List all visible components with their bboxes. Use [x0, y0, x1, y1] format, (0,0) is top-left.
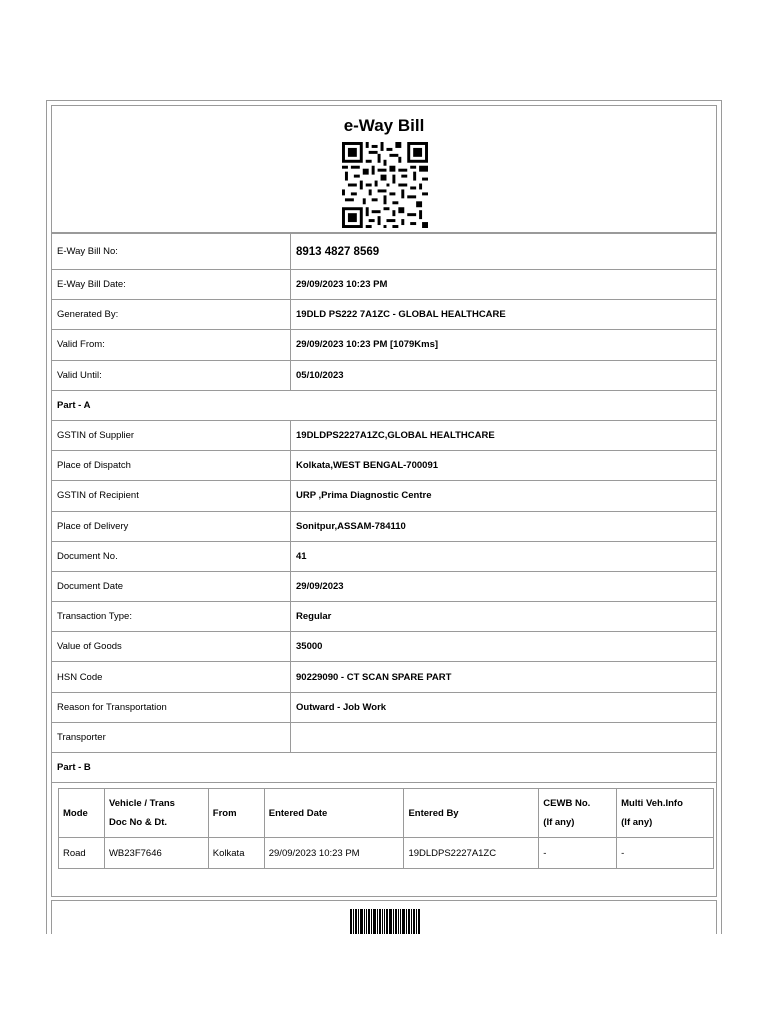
column-header: Entered Date — [264, 789, 404, 838]
table-cell: Road — [59, 838, 105, 869]
part-a-row — [51, 421, 717, 451]
page-title: e-Way Bill — [343, 116, 425, 135]
part-b-heading: Part - B — [51, 753, 717, 783]
table-row — [59, 838, 714, 869]
column-header: Mode — [59, 789, 105, 838]
part-a-row — [51, 542, 717, 572]
part-a-row — [51, 632, 717, 662]
detail-label: Transporter — [52, 723, 291, 752]
detail-label: Value of Goods — [52, 632, 291, 661]
detail-value: URP ,Prima Diagnostic Centre — [296, 490, 432, 502]
detail-label: Document Date — [52, 572, 291, 601]
detail-row — [51, 330, 717, 360]
detail-label: Generated By: — [52, 300, 291, 329]
detail-label: Document No. — [52, 542, 291, 571]
barcode-icon — [350, 909, 420, 934]
detail-value: 35000 — [296, 641, 323, 653]
detail-label: Place of Delivery — [52, 512, 291, 541]
part-a-row — [51, 512, 717, 542]
detail-row — [51, 300, 717, 330]
detail-label: GSTIN of Recipient — [52, 481, 291, 510]
detail-row — [51, 361, 717, 391]
column-header: From — [208, 789, 264, 838]
detail-label: Valid Until: — [52, 361, 291, 390]
part-a-row — [51, 481, 717, 511]
detail-value: Sonitpur,ASSAM-784110 — [296, 520, 406, 532]
table-cell: - — [539, 838, 617, 869]
column-header: Multi Veh.Info (If any) — [617, 789, 714, 838]
eway-bill-document — [46, 100, 722, 934]
detail-value: 19DLDPS2227A1ZC,GLOBAL HEALTHCARE — [296, 430, 495, 442]
table-cell: Kolkata — [208, 838, 264, 869]
detail-label: E-Way Bill No: — [52, 234, 291, 269]
column-header: Entered By — [404, 789, 539, 838]
detail-value: 90229090 - CT SCAN SPARE PART — [296, 671, 452, 683]
detail-value: 29/09/2023 — [296, 580, 344, 592]
detail-value: Regular — [296, 611, 332, 623]
part-a-row — [51, 572, 717, 602]
table-cell: 29/09/2023 10:23 PM — [264, 838, 404, 869]
detail-value: 29/09/2023 10:23 PM — [296, 279, 388, 291]
detail-row — [51, 270, 717, 300]
table-header-row — [59, 789, 714, 838]
eway-bill-number: 8913 4827 8569 — [296, 245, 380, 258]
detail-value: 41 — [296, 550, 307, 562]
detail-value: Outward - Job Work — [296, 701, 387, 713]
detail-label: Place of Dispatch — [52, 451, 291, 480]
detail-rows — [51, 233, 717, 783]
detail-value: 19DLD PS222 7A1ZC - GLOBAL HEALTHCARE — [296, 309, 506, 321]
detail-label: E-Way Bill Date: — [52, 270, 291, 299]
detail-value: Kolkata,WEST BENGAL-700091 — [296, 460, 439, 472]
detail-value: 05/10/2023 — [296, 369, 344, 381]
column-header: CEWB No. (If any) — [539, 789, 617, 838]
table-cell: WB23F7646 — [104, 838, 208, 869]
table-cell: - — [617, 838, 714, 869]
part-a-row — [51, 602, 717, 632]
barcode-box — [51, 900, 717, 934]
detail-label: HSN Code — [52, 662, 291, 691]
detail-row — [51, 233, 717, 270]
column-header: Vehicle / Trans Doc No & Dt. — [104, 789, 208, 838]
part-a-row — [51, 693, 717, 723]
detail-value — [291, 723, 716, 752]
detail-value: 29/09/2023 10:23 PM [1079Kms] — [296, 339, 439, 351]
part-a-row — [51, 451, 717, 481]
header-box — [51, 105, 717, 233]
part-a-row — [51, 662, 717, 692]
detail-label: Transaction Type: — [52, 602, 291, 631]
part-b-section — [51, 777, 717, 897]
part-a-row — [51, 723, 717, 753]
detail-label: GSTIN of Supplier — [52, 421, 291, 450]
table-cell: 19DLDPS2227A1ZC — [404, 838, 539, 869]
detail-label: Reason for Transportation — [52, 693, 291, 722]
vehicle-table — [58, 788, 714, 869]
detail-label: Valid From: — [52, 330, 291, 359]
qr-code-icon — [342, 142, 428, 228]
part-a-heading: Part - A — [51, 391, 717, 421]
